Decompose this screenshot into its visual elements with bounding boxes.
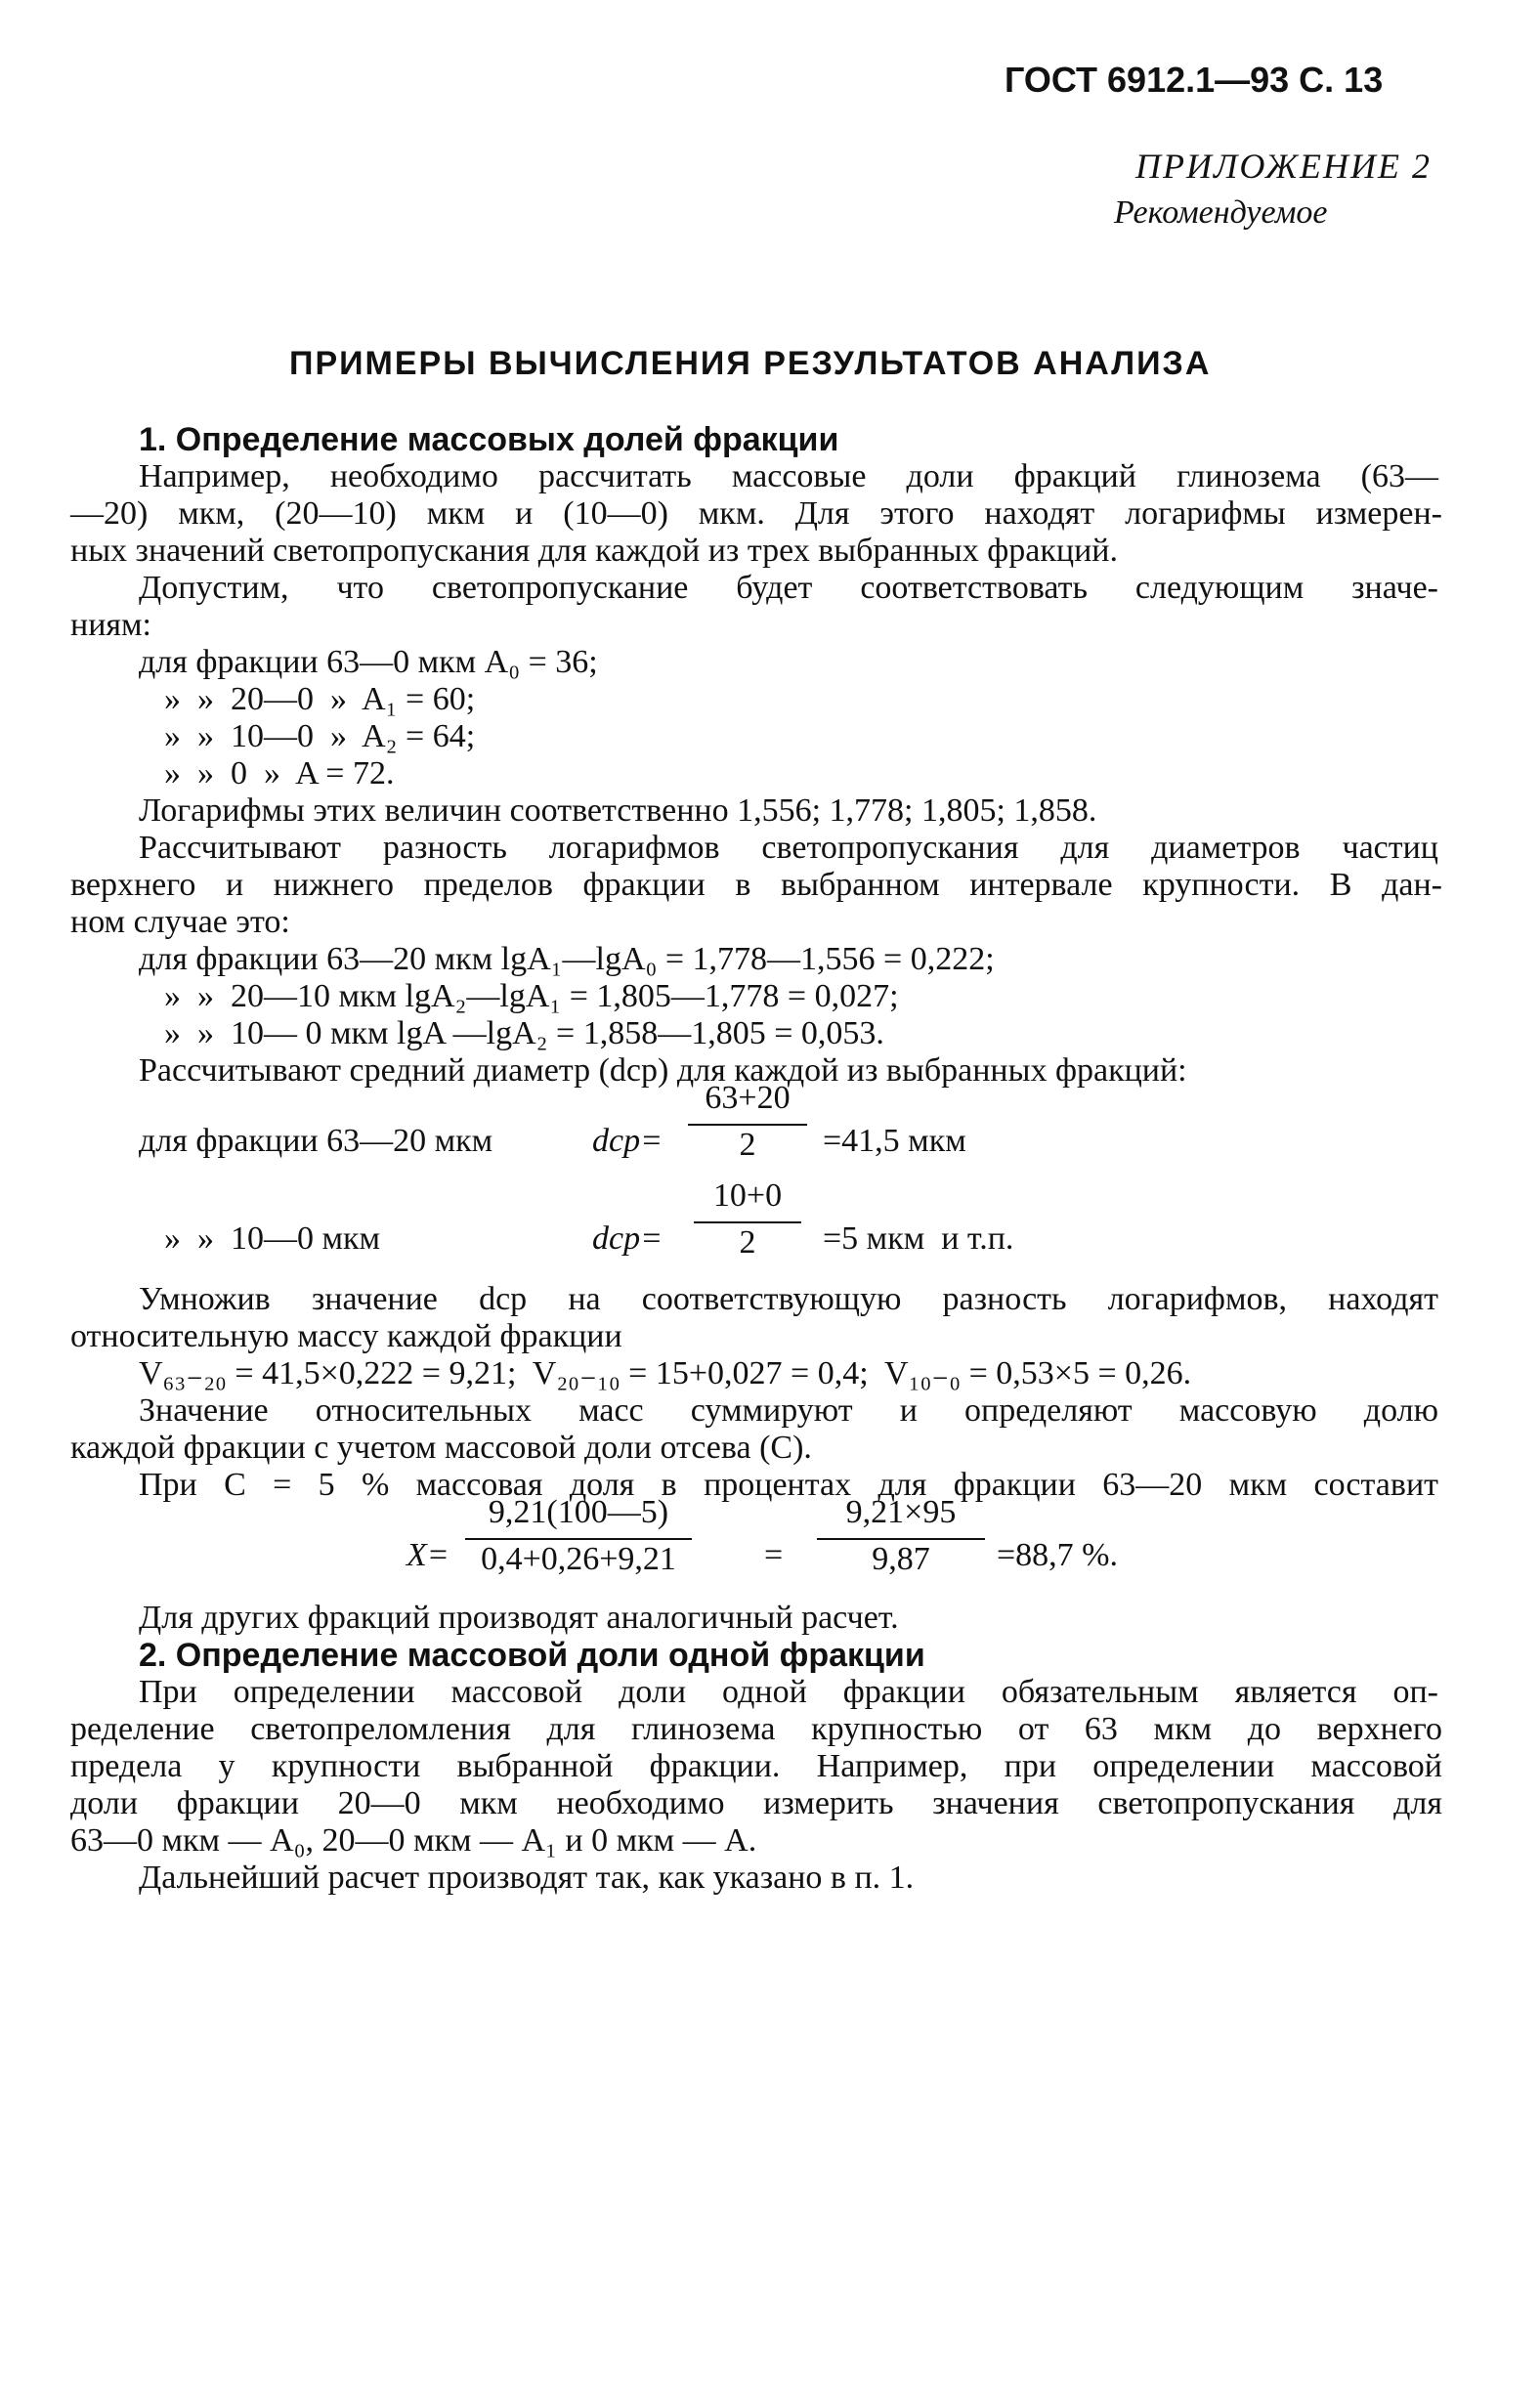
section1-p2-line1: Допустим, что светопропускание будет соответствовать следующим значе-: [139, 570, 1438, 606]
section1-p7: Для других фракций производят аналогичный расчет.: [139, 1600, 899, 1636]
formula3-equals: =: [764, 1537, 784, 1573]
formula1-var: dср=: [592, 1123, 663, 1159]
section2-p1-line3: предела у крупности выбранной фракции. Например, при определении массовой: [70, 1748, 1442, 1784]
section1-p3-line3: ном случае это:: [70, 904, 290, 940]
relative-mass-line: V₆₃₋₂₀ = 41,5×0,222 = 9,21; V₂₀₋₁₀ = 15+0,027 = 0,4; V₁₀₋₀ = 0,53×5 = 0,26.: [139, 1355, 1192, 1391]
appendix-status: Рекомендуемое: [1114, 194, 1328, 231]
section2-p1-line2: ределение светопреломления для глинозема крупностью от 63 мкм до верхнего: [70, 1711, 1442, 1747]
section1-p2-line2: ниям:: [70, 607, 151, 643]
formula3-denominator1: 0,4+0,26+9,21: [481, 1541, 676, 1577]
section1-heading: 1. Определение массовых долей фракции: [139, 421, 839, 458]
section2-p1-line5: 63—0 мкм — A₀, 20—0 мкм — A₁ и 0 мкм — A.: [70, 1822, 757, 1859]
formula1-left: для фракции 63—20 мкм: [139, 1123, 493, 1159]
formula1-result: =41,5 мкм: [823, 1123, 966, 1159]
section2-heading: 2. Определение массовой доли одной фракции: [139, 1637, 925, 1674]
section1-p1-line3: ных значений светопропускания для каждой из трех выбранных фракций.: [70, 533, 1118, 569]
formula2-var: dср=: [592, 1220, 663, 1257]
section1-p3-line2: верхнего и нижнего пределов фракции в выбранном интервале крупности. В дан-: [70, 867, 1442, 903]
formula3-numerator2: 9,21×95: [845, 1494, 957, 1530]
formula2-denominator: 2: [739, 1224, 756, 1261]
section1-p6: При C = 5 % массовая доля в процентах для фракции 63—20 мкм составит: [139, 1467, 1438, 1503]
formula3-var: X=: [406, 1537, 449, 1573]
formula2-result: =5 мкм и т.п.: [823, 1220, 1014, 1257]
section2-p1-line4: доли фракции 20—0 мкм необходимо измерить значения светопропускания для: [70, 1785, 1442, 1821]
value-row-2: » » 10—0 » A₂ = 64;: [164, 718, 476, 754]
formula1-denominator: 2: [739, 1127, 756, 1163]
mean-diameter-intro: Рассчитывают средний диаметр (dср) для каждой из выбранных фракций:: [139, 1052, 1187, 1089]
section2-p1-line1: При определении массовой доли одной фракции обязательным является оп-: [139, 1674, 1438, 1710]
section1-p5-line1: Значение относительных масс суммируют и определяют массовую долю: [139, 1392, 1438, 1429]
appendix-label: ПРИЛОЖЕНИЕ 2: [1135, 147, 1432, 186]
value-row-3: » » 0 » A = 72.: [164, 755, 395, 791]
formula2-numerator: 10+0: [712, 1177, 783, 1214]
section1-p1-line1: Например, необходимо рассчитать массовые доли фракций глинозема (63—: [139, 458, 1438, 494]
diff-row-1: » » 20—10 мкм lgA₂—lgA₁ = 1,805—1,778 = 0,027;: [164, 978, 899, 1014]
section1-p3-line1: Рассчитывают разность логарифмов светопропускания для диаметров частиц: [139, 830, 1438, 866]
page-title: ПРИМЕРЫ ВЫЧИСЛЕНИЯ РЕЗУЛЬТАТОВ АНАЛИЗА: [289, 345, 1212, 382]
section1-p1-line2: —20) мкм, (20—10) мкм и (10—0) мкм. Для этого находят логарифмы измерен-: [70, 495, 1442, 532]
section1-p4-line1: Умножив значение dср на соответствующую разность логарифмов, находят: [139, 1281, 1438, 1317]
section1-p4-line2: относительную массу каждой фракции: [70, 1318, 622, 1354]
page-header: ГОСТ 6912.1—93 С. 13: [1005, 60, 1384, 100]
section2-p2: Дальнейший расчет производят так, как указано в п. 1.: [139, 1860, 915, 1896]
formula3-result: =88,7 %.: [997, 1537, 1118, 1573]
formula3-numerator1: 9,21(100—5): [488, 1494, 669, 1530]
formula2-left: » » 10—0 мкм: [164, 1220, 381, 1257]
value-row-1: » » 20—0 » A₁ = 60;: [164, 681, 476, 717]
formula1-numerator: 63+20: [705, 1080, 791, 1116]
section1-p5-line2: каждой фракции с учетом массовой доли отсева (C).: [70, 1430, 812, 1466]
logs-line: Логарифмы этих величин соответственно 1,556; 1,778; 1,805; 1,858.: [139, 792, 1097, 829]
diff-row-0: для фракции 63—20 мкм lgA₁—lgA₀ = 1,778—1,556 = 0,222;: [139, 941, 995, 977]
formula3-denominator2: 9,87: [872, 1541, 930, 1577]
diff-row-2: » » 10— 0 мкм lgA —lgA₂ = 1,858—1,805 = 0,053.: [164, 1015, 884, 1051]
value-row-0: для фракции 63—0 мкм A₀ = 36;: [139, 644, 598, 680]
